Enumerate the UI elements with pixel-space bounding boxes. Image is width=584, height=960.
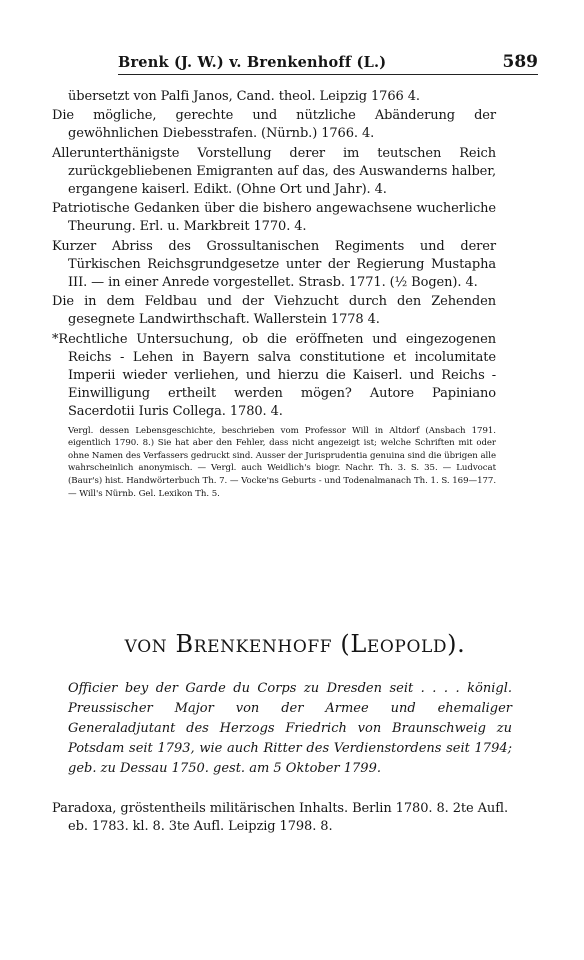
section-heading: von Brenkenhoff (Leopold). xyxy=(124,630,466,658)
bibliography-entry: Die mögliche, gerechte und nützliche Abänderung der gewöhnlichen Diebesstrafen. (Nürnb.) 1766. 4. xyxy=(52,108,496,142)
bibliography-entry: Die in dem Feldbau und der Viehzucht durch den Zehenden gesegnete Landwirthschaft. Wallerstein 1778 4. xyxy=(52,294,496,328)
page-number: 589 xyxy=(502,52,538,72)
bibliography-entry: *Rechtliche Untersuchung, ob die eröffneten und eingezogenen Reichs - Lehen in Bayern salva constitutione et incolumitate Imperii wieder verliehen, und hierzu die Kaiserl. und Reichs - Einwilligung ertheilt werden mögen? Autore Papiniano Sacerdotii Iuris Collega. 1780. 4. xyxy=(52,331,496,420)
biography-paragraph: Officier bey der Garde du Corps zu Dresden seit . . . . königl. Preussischer Major von der Armee und ehemaliger Generaladjutant des Herzogs Friedrich von Braunschweig zu Potsdam seit 1793, wie auch Ritter des Verdienstordens seit 1794; geb. zu Dessau 1750. gest. am 5 Oktober 1799. xyxy=(68,681,512,776)
bibliography-list xyxy=(52,88,496,500)
running-header xyxy=(118,52,538,76)
bibliography-entry: Patriotische Gedanken über die bishero angewachsene wucherliche Theurung. Erl. u. Markbreit 1770. 4. xyxy=(52,201,496,235)
header-rule xyxy=(118,74,538,75)
bibliography-entry: Allerunterthänigste Vorstellung derer im teutschen Reich zurückgebliebenen Emigranten auf das, des Auswanderns halber, ergangene kaiserl. Edikt. (Ohne Ort und Jahr). 4. xyxy=(52,145,496,198)
footnote: Vergl. dessen Lebensgeschichte, beschrieben vom Professor Will in Altdorf (Ansbach 1791. eigentlich 1790. 8.) Sie hat aber den Fehler, dass nicht angezeigt ist; welche Schriften mit oder ohne Namen des Verfassers gedruckt sind. Ausser der Jurisprudentia genuina sind die übrigen alle wahrscheinlich anonymisch. — Vergl. auch Weidlich's biogr. Nachr. Th. 3. S. 35. — Ludvocat (Baur's) hist. Handwörterbuch Th. 7. — Vocke'ns Geburts - und Todenalmanach Th. 1. S. 169—177. — Will's Nürnb. Gel. Lexikon Th. 5. xyxy=(68,425,496,499)
bibliography-entry: Kurzer Abriss des Grossultanischen Regiments und derer Türkischen Reichsgrundgesetze unter der Regierung Mustapha III. — in einer Anrede vorgestellet. Strasb. 1771. (½ Bogen). 4. xyxy=(52,238,496,291)
running-title: Brenk (J. W.) v. Brenkenhoff (L.) xyxy=(118,54,387,71)
bibliography-entry: Paradoxa, gröstentheils militärischen Inhalts. Berlin 1780. 8. 2te Aufl. eb. 1783. kl. 8. 3te Aufl. Leipzig 1798. 8. xyxy=(52,801,508,835)
bibliography-list-2 xyxy=(52,800,508,837)
bibliography-entry: übersetzt von Palfi Janos, Cand. theol. Leipzig 1766 4. xyxy=(68,89,420,104)
